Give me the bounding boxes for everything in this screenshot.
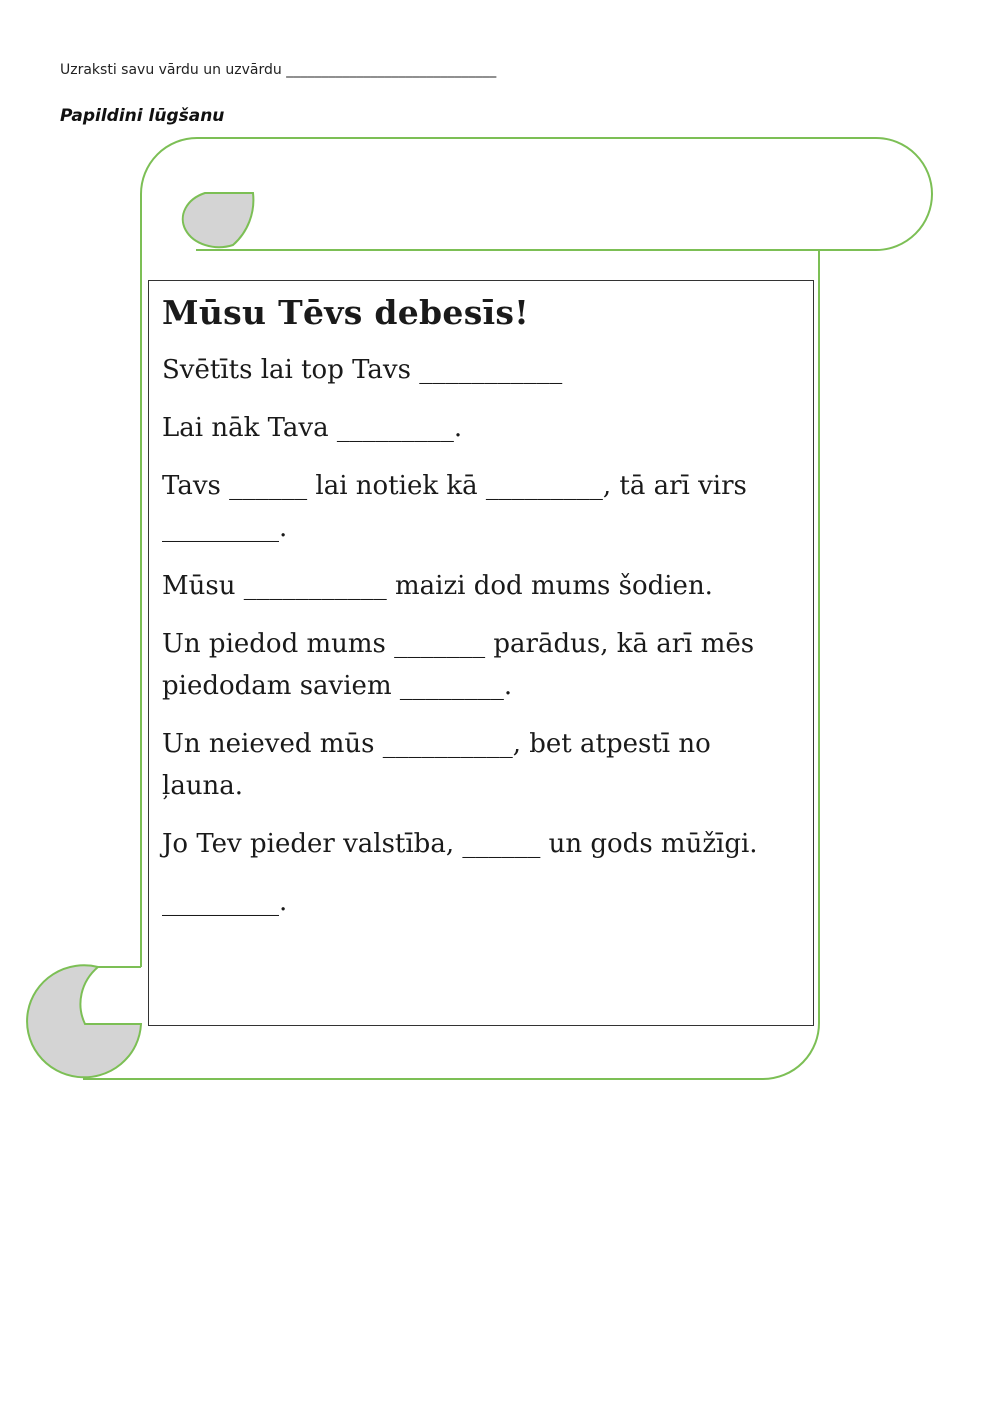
prayer-line-2: Lai nāk Tava _________. xyxy=(162,413,463,443)
scroll-top-roll xyxy=(196,138,932,250)
scroll-top-curl xyxy=(183,193,254,247)
prayer-line-6: Un neieved mūs __________, bet atpestī no ļauna. xyxy=(162,729,711,801)
instruction-heading: Papildini lūgšanu xyxy=(60,106,225,126)
prayer-line-8: _________. xyxy=(162,887,288,917)
prayer-line-5: Un piedod mums _______ parādus, kā arī mēs piedodam saviem ________. xyxy=(162,629,755,701)
scroll-bottom-curl xyxy=(27,965,141,1077)
prayer-box xyxy=(148,280,814,1026)
prayer-line-3: Tavs ______ lai notiek kā _________, tā arī virs _________. xyxy=(162,471,747,543)
prayer-line-4: Mūsu ___________ maizi dod mums šodien. xyxy=(162,571,713,601)
prayer-line-1: Svētīts lai top Tavs ___________ xyxy=(162,355,563,385)
name-prompt: Uzraksti savu vārdu un uzvārdu ______________________________ xyxy=(60,62,497,78)
prayer-line-7: Jo Tev pieder valstība, ______ un gods mūžīgi. xyxy=(162,829,758,859)
prayer-title: Mūsu Tēvs debesīs! xyxy=(162,293,530,332)
